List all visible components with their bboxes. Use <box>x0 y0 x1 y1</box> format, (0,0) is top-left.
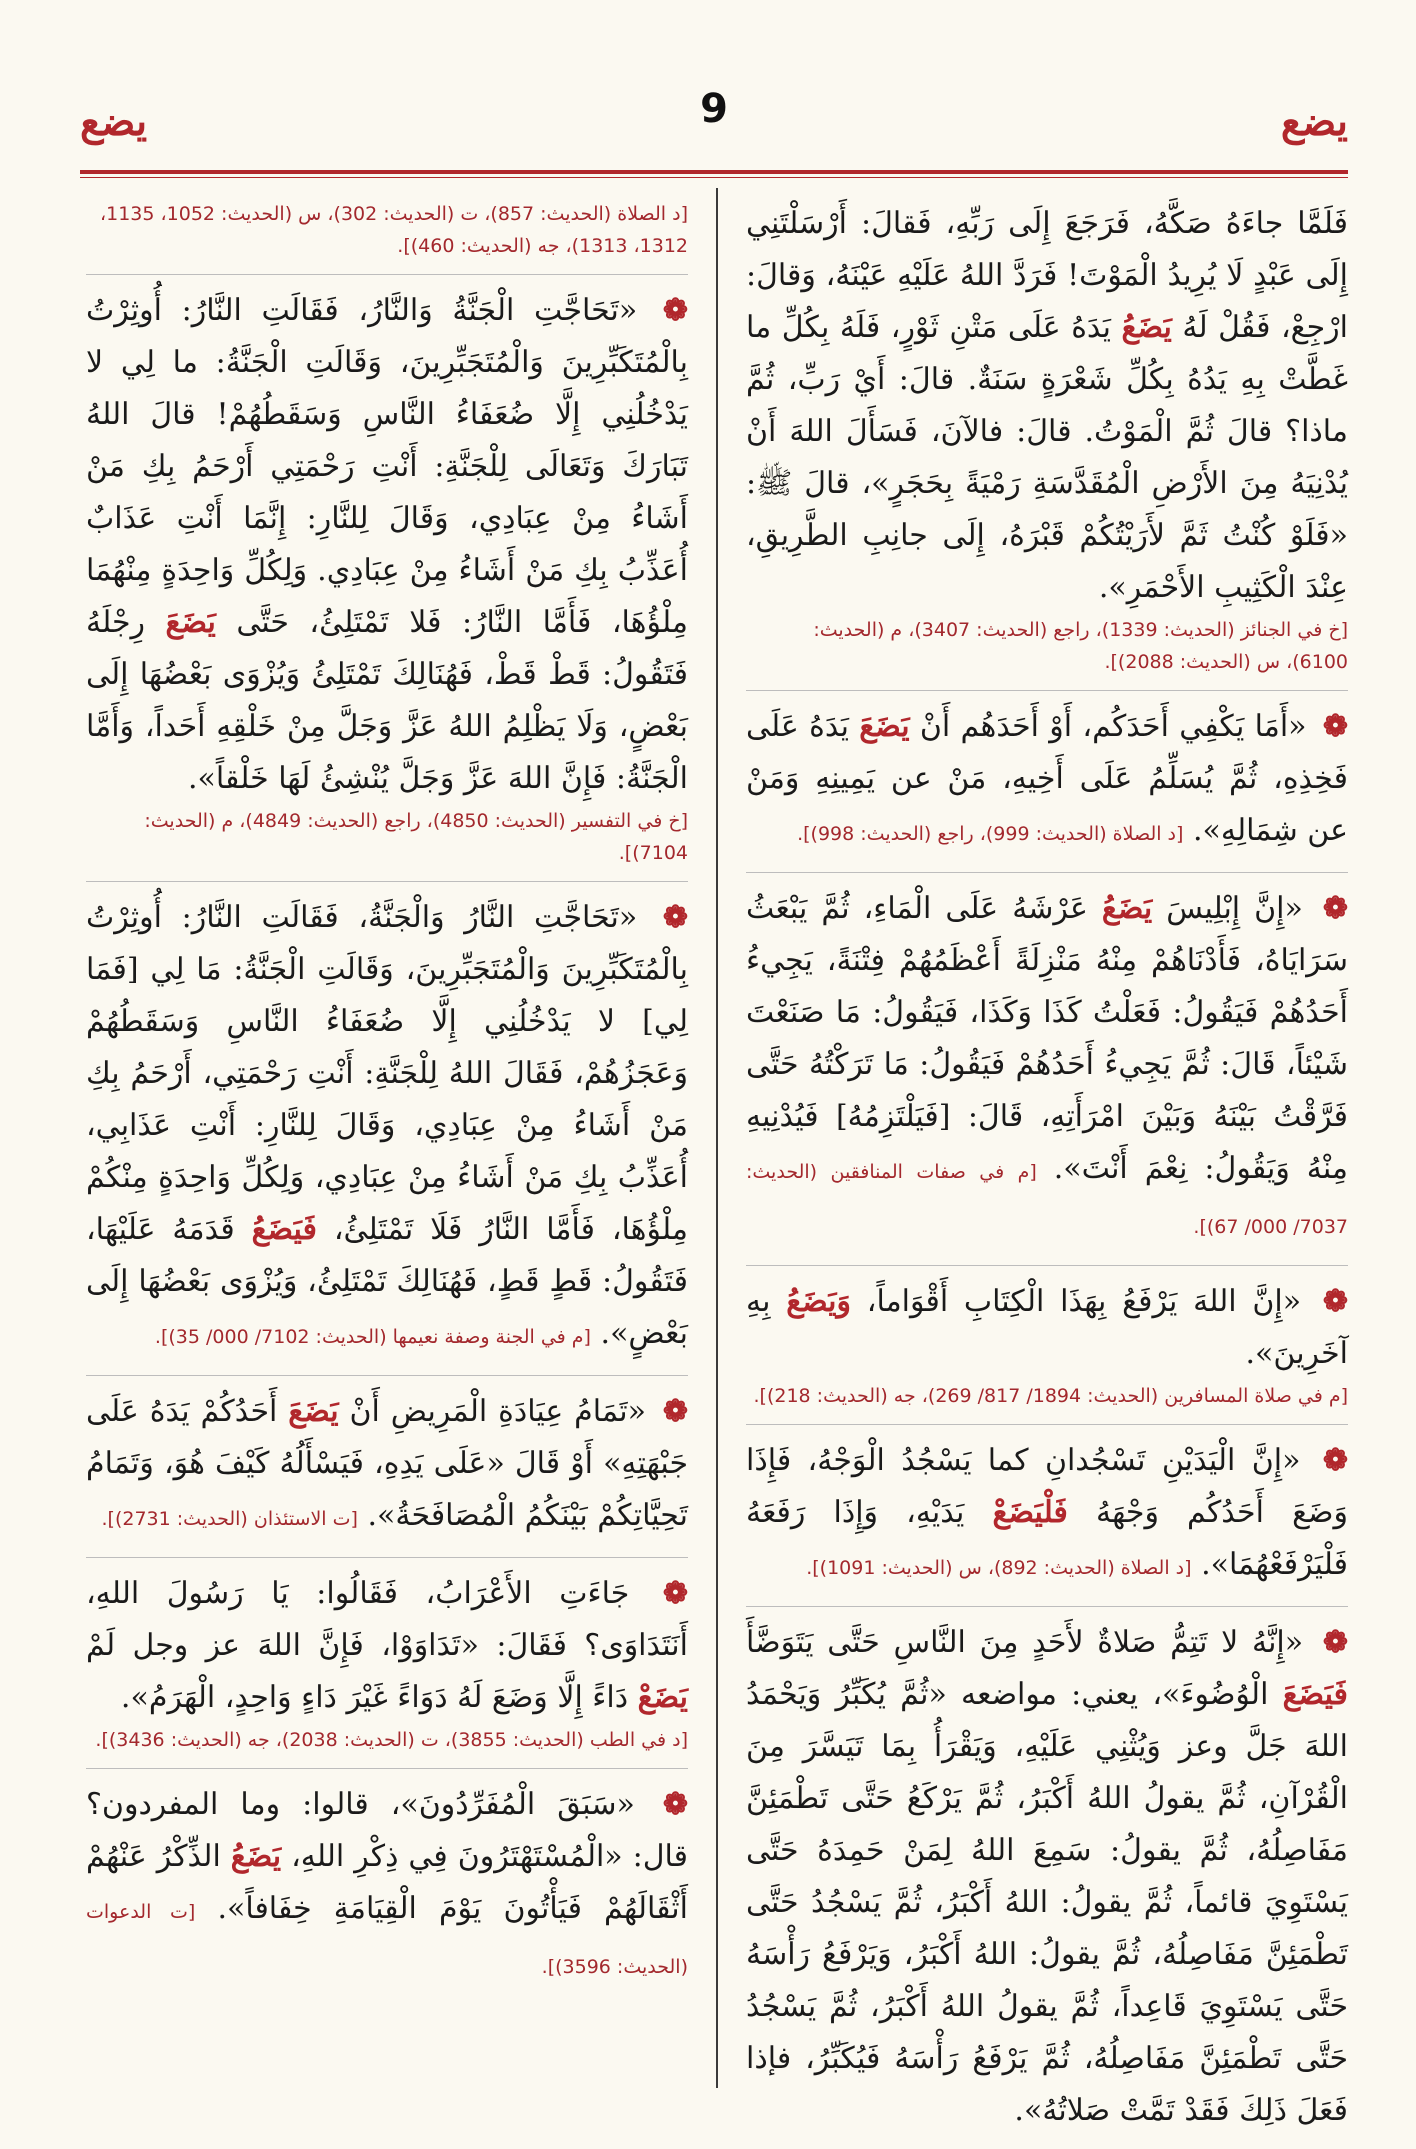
hadith-entry <box>86 188 688 275</box>
keyword-highlight: يَضَعُ <box>230 1839 282 1874</box>
hadith-text-after: يَدَهُ عَلَى فَخِذِهِ، ثُمَّ يُسَلِّمُ عَلَى أَخِيهِ، مَنْ عن يَمِينِهِ وَمَنْ عن شِمَالِهِ». <box>746 709 1348 848</box>
hadith-text <box>746 198 1348 614</box>
keyword-highlight: يَضَعُ <box>1101 891 1153 926</box>
hadith-text <box>746 1617 1348 2137</box>
hadith-text-after: عَرْشَهُ عَلَى الْمَاءِ، ثُمَّ يَبْعَثُ سَرَايَاهُ، فَأَدْنَاهُمْ مِنْهُ مَنْزِلَةً أَعْظَمُهُمْ فِتْنَةً، يَجِيءُ أَحَدُهُمْ فَيَقُولُ: فَعَلْتُ كَذَا وَكَذَا، فَيَقُولُ: مَا صَنَعْتَ شَيْئاً، قَالَ: ثُمَّ يَجِيءُ أَحَدُهُمْ فَيَقُولُ: مَا تَرَكْتُهُ حَتَّى فَرَّقْتُ بَيْنَهُ وَبَيْنَ امْرَأَتِهِ، قَالَ: [فَيَلْتَزِمُهُ] فَيُدْنِيهِ مِنْهُ وَيَقُولُ: نِعْمَ أَنْتَ». <box>746 891 1348 1186</box>
header-keyword-right: يضع <box>1280 98 1348 145</box>
hadith-text <box>746 1276 1348 1380</box>
hadith-entry <box>86 1558 688 1769</box>
hadith-text <box>86 892 688 1363</box>
hadith-reference: [م في صلاة المسافرين (الحديث: 1894/ 817/ 269)، جه (الحديث: 218)]. <box>753 1385 1348 1407</box>
hadith-text <box>86 1568 688 1724</box>
hadith-reference: [م في صفات المنافقين (الحديث: 7037/ 000/ 67)]. <box>746 1161 1348 1238</box>
hadith-entry <box>746 691 1348 873</box>
entry-star-icon: ❁ <box>662 1787 688 1822</box>
entry-star-icon: ❁ <box>1322 1625 1348 1660</box>
hadith-text-after: يَدَهُ عَلَى مَتْنِ ثَوْرٍ، فَلَهُ بِكُلِّ ما غَطَّتْ بِهِ يَدُهُ بِكُلِّ شَعْرَةٍ سَنَةٌ. قالَ: أَيْ رَبِّ، ثُمَّ ماذا؟ قالَ ثُمَّ الْمَوْتُ. قالَ: فالآنَ، فَسَأَلَ اللهَ أَنْ يُدْنِيَهُ مِنَ الأَرْضِ الْمُقَدَّسَةِ رَمْيَةً بِحَجَرٍ»، قالَ ﷺ: «فَلَوْ كُنْتُ ثَمَّ لأَرَيْتُكُمْ قَبْرَهُ، إِلَى جانِبِ الطَّرِيقِ، عِنْدَ الْكَثِيبِ الأَحْمَرِ». <box>746 310 1348 605</box>
hadith-text <box>746 883 1348 1253</box>
header-rule <box>80 170 1348 174</box>
keyword-highlight: يَضَعَ <box>859 709 910 744</box>
keyword-highlight: فَيَضَعَ <box>1282 1677 1348 1712</box>
hadith-text <box>746 1435 1348 1594</box>
hadith-entry <box>746 188 1348 691</box>
page-header <box>80 80 1348 170</box>
keyword-highlight: يَضَعَ <box>165 605 216 640</box>
entry-star-icon: ❁ <box>1322 1284 1348 1319</box>
hadith-entry <box>86 882 688 1376</box>
entry-star-icon: ❁ <box>662 293 688 328</box>
hadith-text-before: جَاءَتِ الأَعْرَابُ، فَقَالُوا: يَا رَسُولَ اللهِ، أَنَتَدَاوَى؟ فَقَالَ: «تَدَاوَوْا، فَإِنَّ اللهَ عز وجل لَمْ <box>86 1576 688 1663</box>
column-divider <box>716 188 718 2088</box>
keyword-highlight: فَيَضَعُ <box>251 1212 317 1247</box>
right-column <box>718 188 1348 2128</box>
hadith-entry <box>86 1769 688 2005</box>
hadith-text-before: «أَمَا يَكْفِي أَحَدَكُم، أَوْ أَحَدَهُم أَنْ <box>919 709 1307 744</box>
header-keyword-left: يضع <box>80 98 148 145</box>
hadith-text-before: «إِنَّ الْيَدَيْنِ تَسْجُدانِ كما يَسْجُدُ الْوَجْهُ، فَإِذَا وَضَعَ أَحَدُكُم وَجْهَهُ <box>746 1443 1348 1530</box>
left-column <box>86 188 716 2088</box>
hadith-entry <box>746 1607 1348 2149</box>
entry-star-icon: ❁ <box>1322 891 1348 926</box>
hadith-reference: [خ في الجنائز (الحديث: 1339)، راجع (الحديث: 3407)، م (الحديث: 6100)، س (الحديث: 2088)]. <box>813 619 1348 673</box>
page-columns <box>80 188 1348 2128</box>
hadith-reference: [د الصلاة (الحديث: 999)، راجع (الحديث: 998)]. <box>797 823 1184 845</box>
hadith-entry <box>746 1425 1348 1607</box>
hadith-text-after: دَاءً إِلَّا وَضَعَ لَهُ دَوَاءً غَيْرَ دَاءٍ وَاحِدٍ، الْهَرَمُ». <box>120 1680 629 1715</box>
page-number: 9 <box>700 86 728 132</box>
hadith-reference: [ت الاستئذان (الحديث: 2731)]. <box>101 1508 358 1530</box>
hadith-text <box>746 701 1348 860</box>
hadith-entry <box>86 1376 688 1558</box>
hadith-reference: [م في الجنة وصفة نعيمها (الحديث: 7102/ 000/ 35)]. <box>154 1326 591 1348</box>
hadith-text <box>86 1779 688 1993</box>
keyword-highlight: فَلْيَضَعْ <box>992 1495 1068 1530</box>
hadith-text-before: «إِنَّ إِبْلِيسَ <box>1166 891 1303 926</box>
hadith-reference: [د في الطب (الحديث: 3855)، ت (الحديث: 2038)، جه (الحديث: 3436)]. <box>95 1729 688 1751</box>
entry-star-icon: ❁ <box>1322 709 1348 744</box>
hadith-text-before: «تَحَاجَّتِ الْجَنَّةُ وَالنَّارُ، فَقَالَتِ النَّارُ: أُوثِرْتُ بِالْمُتَكَبِّرِينَ وَالْمُتَجَبِّرِينَ، وَقَالَتِ الْجَنَّةُ: ما لِي لا يَدْخُلُنِي إِلَّا ضُعَفَاءُ النَّاسِ وَسَقَطُهُمْ! قالَ اللهُ تَبَارَكَ وَتَعَالَى لِلْجَنَّةِ: أَنْتِ رَحْمَتِي أَرْحَمُ بِكِ مَنْ أَشَاءُ مِنْ عِبَادِي، وَقَالَ لِلنَّارِ: إِنَّمَا أَنْتِ عَذَابٌ أُعَذِّبُ بِكِ مَنْ أَشَاءُ مِنْ عِبَادِي. وَلِكُلِّ وَاحِدَةٍ مِنْهُمَا مِلْؤُهَا، فَأَمَّا النَّارُ: فَلا تَمْتَلِئُ، حَتَّى <box>86 293 688 640</box>
hadith-text-after: الْوُضُوءَ»، يعني: مواضعه «ثُمَّ يُكَبِّرُ وَيَحْمَدُ اللهَ جَلَّ وعز وَيُثْنِي عَلَيْهِ، وَيَقْرَأُ بِمَا تَيَسَّرَ مِنَ الْقُرْآنِ، ثُمَّ يقولُ اللهُ أَكْبَرُ، ثُمَّ يَرْكَعُ حَتَّى تَطْمَئِنَّ مَفَاصِلُهُ، ثُمَّ يقولُ: سَمِعَ اللهُ لِمَنْ حَمِدَهُ حَتَّى يَسْتَوِيَ قائماً، ثُمَّ يقولُ: اللهُ أَكْبَرُ، ثُمَّ يَسْجُدُ حَتَّى تَطْمَئِنَّ مَفَاصِلُهُ، ثُمَّ يقولُ: اللهُ أَكْبَرُ، وَيَرْفَعُ رَأْسَهُ حَتَّى يَسْتَوِيَ قَاعِداً، ثُمَّ يقولُ اللهُ أَكْبَرُ، ثُمَّ يَسْجُدُ حَتَّى تَطْمَئِنَّ مَفَاصِلُهُ، ثُمَّ يَرْفَعُ رَأْسَهُ فَيُكَبِّرُ، فإذا فَعَلَ ذَلِكَ فَقَدْ تَمَّتْ صَلاتُهُ». <box>746 1677 1348 2128</box>
entry-star-icon: ❁ <box>662 1394 688 1429</box>
entry-star-icon: ❁ <box>662 1576 688 1611</box>
header-rule-thin <box>80 177 1348 178</box>
hadith-text-before: فَلَمَّا جاءَهُ صَكَّهُ، فَرَجَعَ إِلَى رَبِّهِ، فَقالَ: أَرْسَلْتَنِي إِلَى عَبْدٍ لَا يُرِيدُ الْمَوْتَ! فَرَدَّ اللهُ عَلَيْهِ عَيْنَهُ، وَقالَ: ارْجِعْ، فَقُلْ لَهُ <box>746 206 1348 345</box>
hadith-text-before: «سَبَقَ الْمُفَرِّدُونَ»، قالوا: وما المفردون؟ قال: «الْمُسْتَهْتَرُونَ فِي ذِكْرِ اللهِ، <box>86 1787 689 1874</box>
hadith-text-after: الذِّكْرُ عَنْهُمْ أَثْقَالَهُمْ فَيَأْتُونَ يَوْمَ الْقِيَامَةِ خِفَافاً». <box>86 1839 688 1926</box>
keyword-highlight: يَضَعُ <box>1121 310 1172 345</box>
keyword-highlight: يَضَعَ <box>288 1394 339 1429</box>
hadith-text-after: يَدَيْهِ، وَإِذَا رَفَعَهُ فَلْيَرْفَعْهُمَا». <box>746 1495 1348 1582</box>
entry-star-icon: ❁ <box>1322 1443 1348 1478</box>
hadith-text-before: «تَحَاجَّتِ النَّارُ وَالْجَنَّةُ، فَقَالَتِ النَّارُ: أُوثِرْتُ بِالْمُتَكَبِّرِينَ وَالْمُتَجَبِّرِينَ، وَقَالَتِ الْجَنَّةُ: مَا لِي [فَمَا لِي] لا يَدْخُلُنِي إِلَّا ضُعَفَاءُ النَّاسِ وَسَقَطُهُمْ وَعَجَزُهُمْ، فَقَالَ اللهُ لِلْجَنَّةِ: أَنْتِ رَحْمَتِي، أَرْحَمُ بِكِ مَنْ أَشَاءُ مِنْ عِبَادِي، وَقَالَ لِلنَّارِ: أَنْتِ عَذَابِي، أُعَذِّبُ بِكِ مَنْ أَشَاءُ مِنْ عِبَادِي، وَلِكُلِّ وَاحِدَةٍ مِنْكُمْ مِلْؤُهَا، فَأَمَّا النَّارُ فَلَا تَمْتَلِئُ، <box>86 900 688 1247</box>
hadith-text-after: قَدَمَهُ عَلَيْهَا، فَتَقُولُ: قَطٍ قَطٍ، فَهُنَالِكَ تَمْتَلِئُ، وَيُزْوَى بَعْضُهَا إِلَى بَعْضٍ». <box>86 1212 688 1351</box>
hadith-reference: [د الصلاة (الحديث: 892)، س (الحديث: 1091)]. <box>806 1557 1192 1579</box>
keyword-highlight: وَيَضَعُ <box>786 1284 852 1319</box>
hadith-reference: [خ في التفسير (الحديث: 4850)، راجع (الحديث: 4849)، م (الحديث: 7104)]. <box>144 810 688 864</box>
hadith-entry <box>746 873 1348 1266</box>
entry-star-icon: ❁ <box>662 900 688 935</box>
hadith-entry <box>86 275 688 882</box>
hadith-text-before: «تَمَامُ عِيَادَةِ الْمَرِيضِ أَنْ <box>349 1394 646 1429</box>
hadith-text-after: بِهِ آخَرِينَ». <box>746 1284 1348 1371</box>
hadith-entry <box>746 1266 1348 1425</box>
hadith-text-before: «إِنَّهُ لا تَتِمُّ صَلاةٌ لأَحَدٍ مِنَ النَّاسِ حَتَّى يَتَوَضَّأَ <box>746 1625 1304 1660</box>
hadith-reference: [د الصلاة (الحديث: 857)، ت (الحديث: 302)، س (الحديث: 1052، 1135، 1312، 1313)، جه (الحديث: 460)]. <box>99 203 688 257</box>
keyword-highlight: يَضَعْ <box>637 1680 688 1715</box>
hadith-text <box>86 1386 688 1545</box>
hadith-text-after: أَحَدُكُمْ يَدَهُ عَلَى جَبْهَتِهِ» أَوْ قَالَ «عَلَى يَدِهِ، فَيَسْأَلُهُ كَيْفَ هُوَ، وَتَمَامُ تَحِيَّاتِكُمْ بَيْنَكُمُ الْمُصَافَحَةُ». <box>86 1394 688 1533</box>
hadith-text-before: «إِنَّ اللهَ يَرْفَعُ بِهَذَا الْكِتَابِ أَقْوَاماً، <box>866 1284 1302 1319</box>
hadith-reference: [ت الدعوات (الحديث: 3596)]. <box>86 1901 688 1978</box>
hadith-text-after: رِجْلَهُ فَتَقُولُ: قَطْ قَطْ، فَهُنَالِكَ تَمْتَلِئُ وَيُزْوَى بَعْضُهَا إِلَى بَعْضٍ، وَلَا يَظْلِمُ اللهُ عَزَّ وَجَلَّ مِنْ خَلْقِهِ أَحَداً، وَأَمَّا الْجَنَّةُ: فَإِنَّ اللهَ عَزَّ وَجَلَّ يُنْشِئُ لَهَا خَلْقاً». <box>86 605 688 796</box>
hadith-text <box>86 285 688 805</box>
